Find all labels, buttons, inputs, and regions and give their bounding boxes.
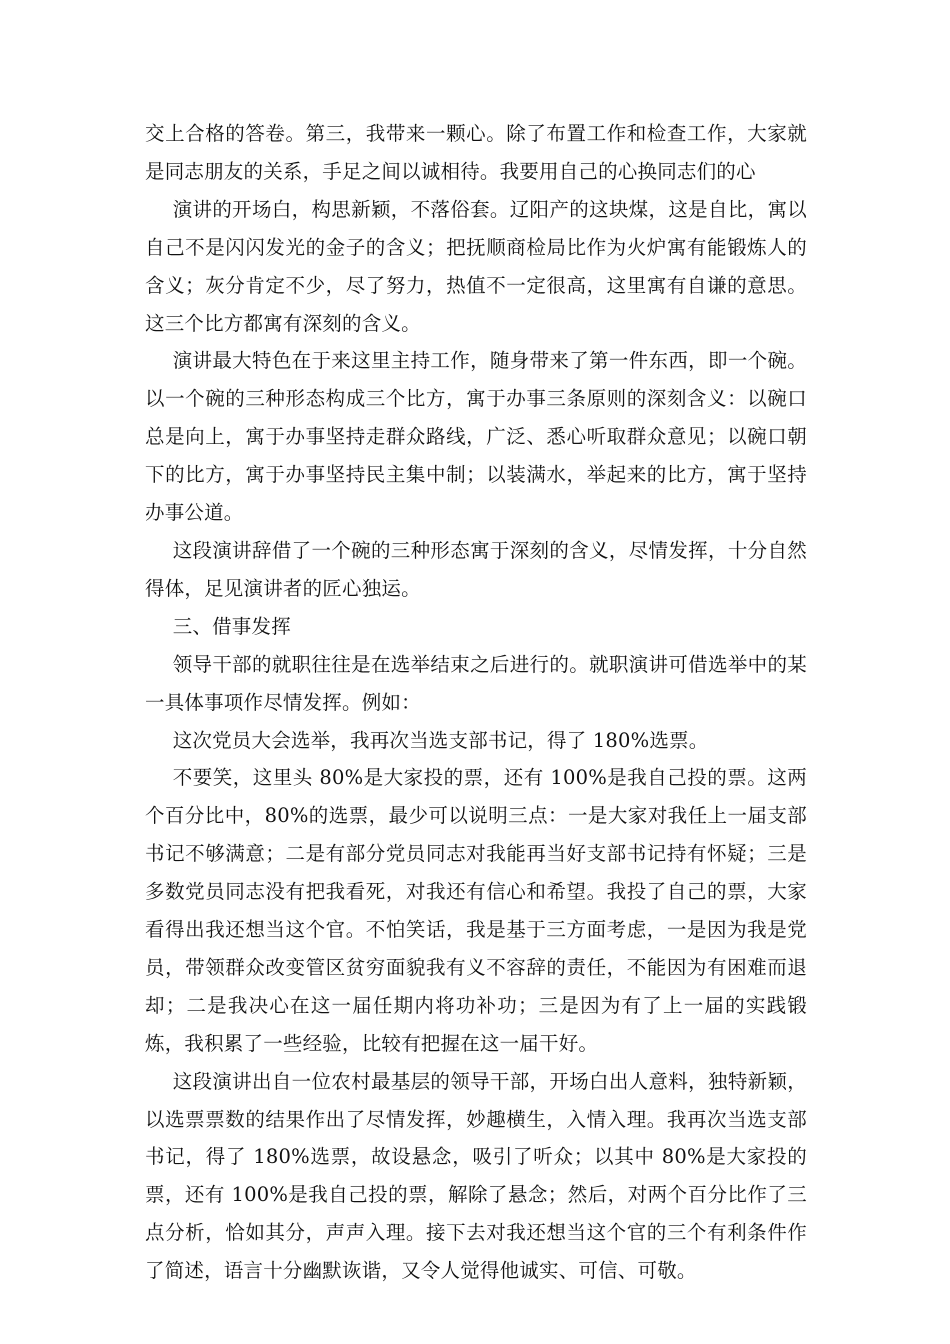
paragraph-2: 演讲的开场白，构思新颖，不落俗套。辽阳产的这块煤，这是自比，寓以自己不是闪闪发光的金子的含义；把抚顺商检局比作为火炉寓有能锻炼人的含义；灰分肯定不少，尽了努力，热值不一定很高，这里寓有自谦的意思。这三个比方都寓有深刻的含义。 <box>145 197 807 335</box>
paragraph-6: 领导干部的就职往往是在选举结束之后进行的。就职演讲可借选举中的某一具体事项作尽情发挥。例如： <box>145 652 807 714</box>
paragraph-3: 演讲最大特色在于来这里主持工作，随身带来了第一件东西，即一个碗。以一个碗的三种形态构成三个比方，寓于办事三条原则的深刻含义：以碗口总是向上，寓于办事坚持走群众路线，广泛、悉心听取群众意见；以碗口朝下的比方，寓于办事坚持民主集中制；以装满水，举起来的比方，寓于坚持办事公道。 <box>145 349 807 525</box>
document-body <box>145 115 807 1290</box>
section-heading: 三、借事发挥 <box>172 614 291 638</box>
paragraph-4: 这段演讲辞借了一个碗的三种形态寓于深刻的含义，尽情发挥，十分自然得体，足见演讲者的匠心独运。 <box>145 538 807 600</box>
paragraph-9: 这段演讲出自一位农村最基层的领导干部，开场白出人意料，独特新颖，以选票票数的结果作出了尽情发挥，妙趣横生，入情入理。我再次当选支部书记，得了 180%选票，故设悬念，吸引了听众；以其中 80%是大家投的票，还有 100%是我自己投的票，解除了悬念；然后，对两个百分比作了三点分析，恰如其分，声声入理。接下去对我还想当这个官的三个有利条件作了简述，语言十分幽默诙谐，又令人觉得他诚实、可信、可敬。 <box>145 1069 807 1283</box>
paragraph-1: 交上合格的答卷。第三，我带来一颗心。除了布置工作和检查工作，大家就是同志朋友的关系，手足之间以诚相待。我要用自己的心换同志们的心 <box>145 122 807 183</box>
paragraph-8: 不要笑，这里头 80%是大家投的票，还有 100%是我自己投的票。这两个百分比中，80%的选票，最少可以说明三点：一是大家对我任上一届支部书记不够满意；二是有部分党员同志对我能再当好支部书记持有怀疑；三是多数党员同志没有把我看死，对我还有信心和希望。我投了自己的票，大家看得出我还想当这个官。不怕笑话，我是基于三方面考虑，一是因为我是党员，带领群众改变管区贫穷面貌我有义不容辞的责任，不能因为有困难而退却；二是我决心在这一届任期内将功补功；三是因为有了上一届的实践锻炼，我积累了一些经验，比较有把握在这一届干好。 <box>145 766 807 1055</box>
paragraph-7: 这次党员大会选举，我再次当选支部书记，得了 180%选票。 <box>172 728 709 752</box>
